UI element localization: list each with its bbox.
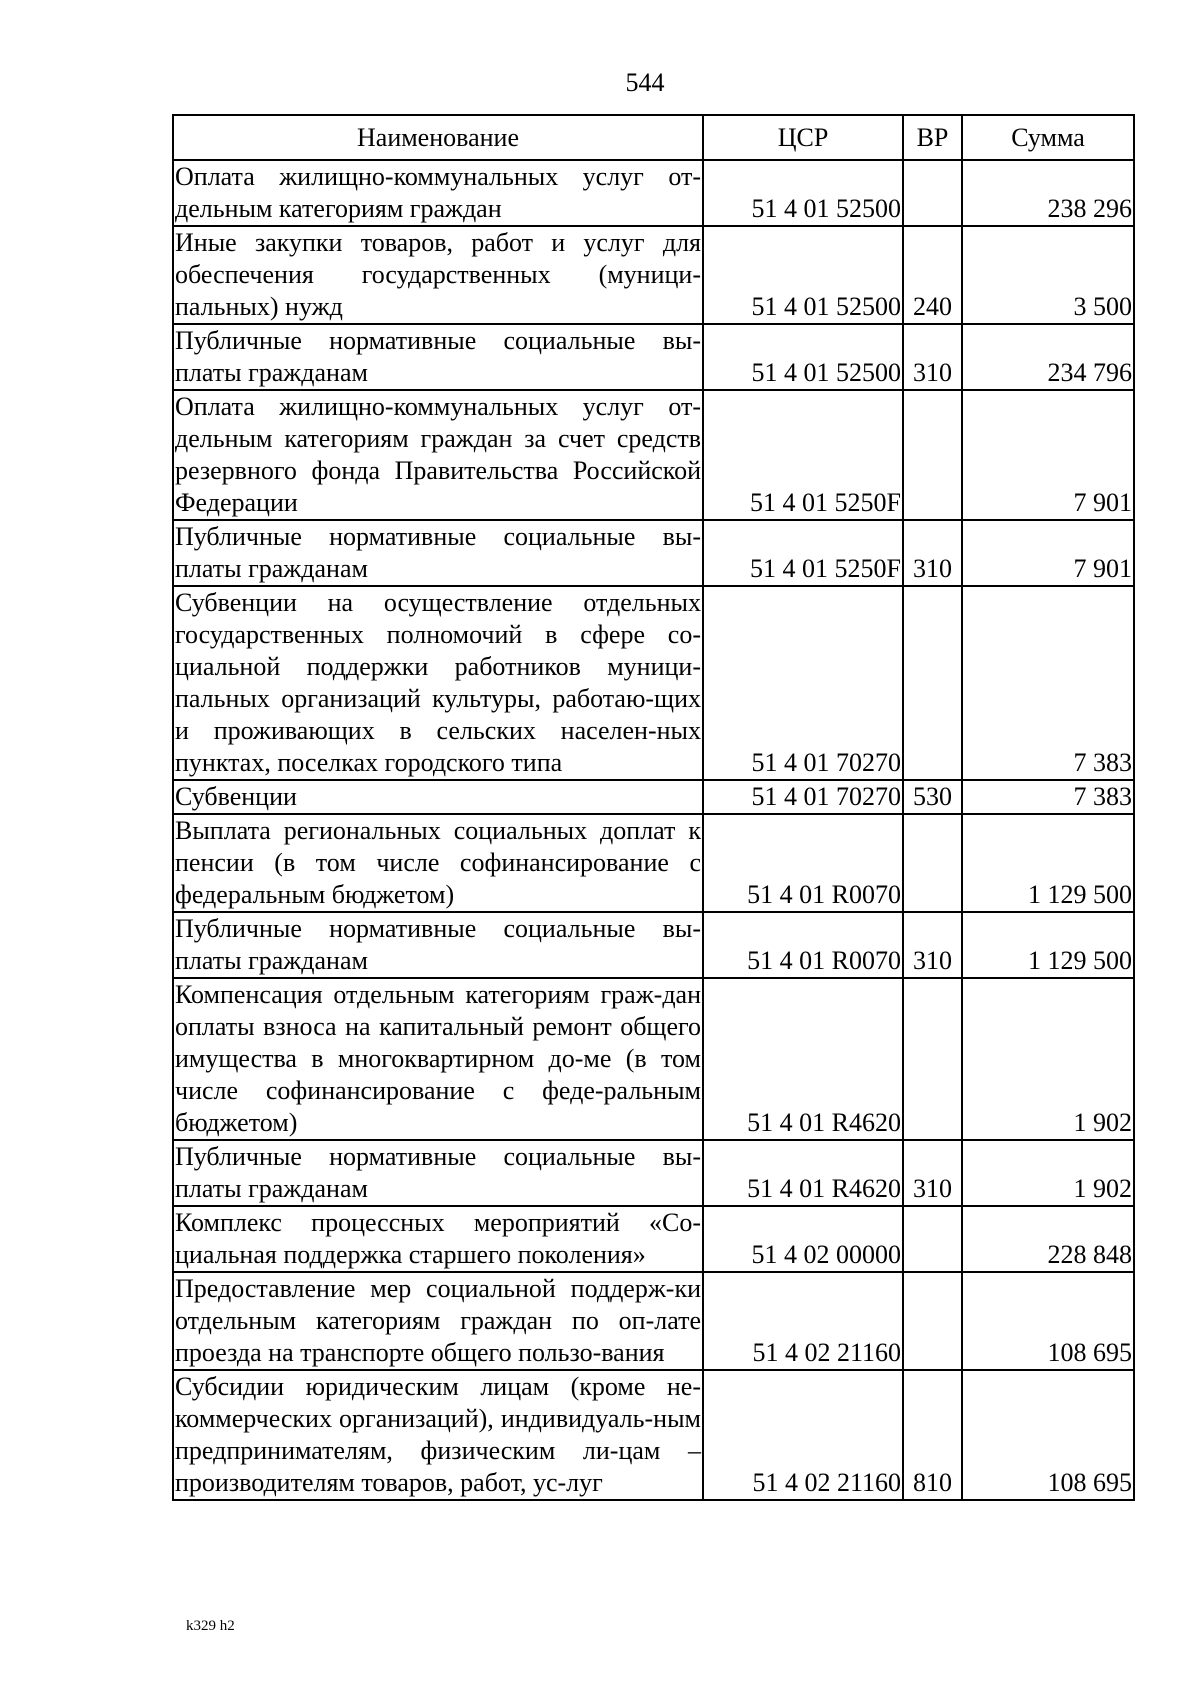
- cell-name: Публичные нормативные социальные вы-платы гражданам: [173, 912, 703, 978]
- page-number: 544: [625, 68, 665, 97]
- table-row: [173, 1206, 1134, 1272]
- cell-vr: [903, 586, 962, 780]
- table-row: [173, 226, 1134, 324]
- cell-vr: 310: [903, 1140, 962, 1206]
- cell-csr: 51 4 01 70270: [703, 586, 903, 780]
- table-row: [173, 912, 1134, 978]
- cell-csr: 51 4 01 R4620: [703, 978, 903, 1140]
- header-sum: Сумма: [962, 115, 1134, 160]
- cell-name: Публичные нормативные социальные вы-платы гражданам: [173, 1140, 703, 1206]
- cell-sum: 1 129 500: [962, 814, 1134, 912]
- cell-sum: 1 902: [962, 978, 1134, 1140]
- header-vr: ВР: [903, 115, 962, 160]
- cell-name: Оплата жилищно-коммунальных услуг от-дельным категориям граждан: [173, 160, 703, 226]
- cell-csr: 51 4 01 52500: [703, 324, 903, 390]
- cell-csr: 51 4 02 21160: [703, 1370, 903, 1500]
- cell-name: Предоставление мер социальной поддерж-ки отдельным категориям граждан по оп-лате проезда на транспорте общего пользо-вания: [173, 1272, 703, 1370]
- header-csr: ЦСР: [703, 115, 903, 160]
- cell-name: Публичные нормативные социальные вы-платы гражданам: [173, 324, 703, 390]
- table-row: [173, 814, 1134, 912]
- cell-vr: [903, 160, 962, 226]
- cell-sum: 7 901: [962, 520, 1134, 586]
- cell-sum: 108 695: [962, 1370, 1134, 1500]
- cell-csr: 51 4 02 21160: [703, 1272, 903, 1370]
- cell-csr: 51 4 01 70270: [703, 780, 903, 814]
- cell-name: Компенсация отдельным категориям граж-дан оплаты взноса на капитальный ремонт общего имущества в многоквартирном до-ме (в том числе софинансирование с феде-ральным бюджетом): [173, 978, 703, 1140]
- table-row: [173, 1370, 1134, 1500]
- cell-sum: 7 383: [962, 586, 1134, 780]
- cell-vr: 810: [903, 1370, 962, 1500]
- cell-vr: [903, 1206, 962, 1272]
- cell-name: Субвенции на осуществление отдельных государственных полномочий в сфере со-циальной поддержки работников муници-пальных организаций культуры, работаю-щих и проживающих в сельских населен-ных пунктах, поселках городского типа: [173, 586, 703, 780]
- table-row: [173, 160, 1134, 226]
- table-row: [173, 978, 1134, 1140]
- cell-csr: 51 4 02 00000: [703, 1206, 903, 1272]
- cell-sum: 1 902: [962, 1140, 1134, 1206]
- cell-csr: 51 4 01 5250F: [703, 520, 903, 586]
- cell-vr: 240: [903, 226, 962, 324]
- cell-name: Субвенции: [173, 780, 703, 814]
- cell-vr: [903, 978, 962, 1140]
- header-name: Наименование: [173, 115, 703, 160]
- cell-csr: 51 4 01 5250F: [703, 390, 903, 520]
- cell-csr: 51 4 01 52500: [703, 226, 903, 324]
- cell-sum: 3 500: [962, 226, 1134, 324]
- cell-vr: [903, 814, 962, 912]
- cell-name: Иные закупки товаров, работ и услуг для обеспечения государственных (муници-пальных) нужд: [173, 226, 703, 324]
- cell-sum: 234 796: [962, 324, 1134, 390]
- cell-csr: 51 4 01 R0070: [703, 814, 903, 912]
- cell-sum: 238 296: [962, 160, 1134, 226]
- cell-name: Оплата жилищно-коммунальных услуг от-дельным категориям граждан за счет средств резервного фонда Правительства Российской Федерации: [173, 390, 703, 520]
- cell-vr: 310: [903, 520, 962, 586]
- cell-vr: 310: [903, 324, 962, 390]
- table-row: [173, 390, 1134, 520]
- document-code: k329 h2: [186, 1618, 235, 1634]
- cell-csr: 51 4 01 R0070: [703, 912, 903, 978]
- table-row: [173, 780, 1134, 814]
- cell-sum: 1 129 500: [962, 912, 1134, 978]
- cell-vr: 310: [903, 912, 962, 978]
- table-row: [173, 324, 1134, 390]
- table-row: [173, 1140, 1134, 1206]
- cell-vr: [903, 390, 962, 520]
- cell-vr: 530: [903, 780, 962, 814]
- cell-sum: 228 848: [962, 1206, 1134, 1272]
- budget-table: [172, 114, 1135, 1501]
- cell-vr: [903, 1272, 962, 1370]
- cell-sum: 7 383: [962, 780, 1134, 814]
- cell-sum: 108 695: [962, 1272, 1134, 1370]
- cell-name: Публичные нормативные социальные вы-платы гражданам: [173, 520, 703, 586]
- table-header-row: [173, 115, 1134, 160]
- cell-sum: 7 901: [962, 390, 1134, 520]
- cell-name: Субсидии юридическим лицам (кроме не-коммерческих организаций), индивидуаль-ным предпринимателям, физическим ли-цам – производителям товаров, работ, ус-луг: [173, 1370, 703, 1500]
- cell-name: Выплата региональных социальных доплат к пенсии (в том числе софинансирование с федеральным бюджетом): [173, 814, 703, 912]
- cell-csr: 51 4 01 52500: [703, 160, 903, 226]
- table-row: [173, 520, 1134, 586]
- table-row: [173, 1272, 1134, 1370]
- cell-csr: 51 4 01 R4620: [703, 1140, 903, 1206]
- cell-name: Комплекс процессных мероприятий «Со-циальная поддержка старшего поколения»: [173, 1206, 703, 1272]
- table-row: [173, 586, 1134, 780]
